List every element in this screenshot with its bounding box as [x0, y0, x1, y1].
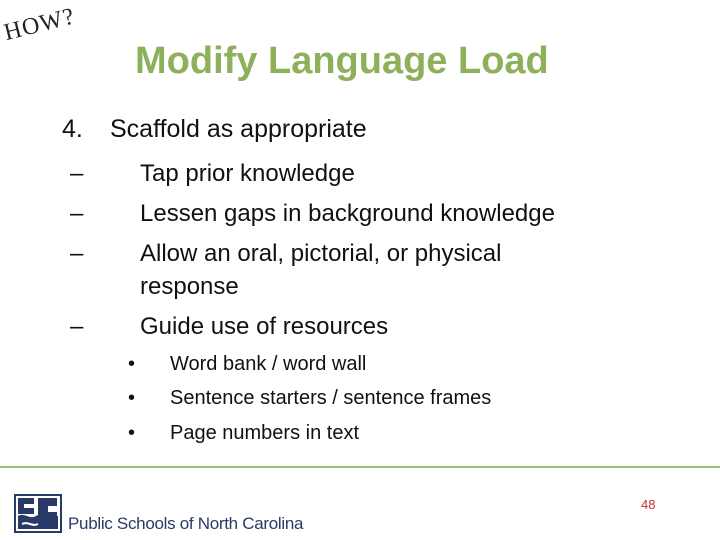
- organization-name: Public Schools of North Carolina: [68, 514, 304, 533]
- point-text: Scaffold as appropriate: [110, 115, 367, 143]
- bullet-text: Sentence starters / sentence frames: [170, 387, 492, 409]
- dash-marker: –: [70, 313, 84, 340]
- state-logo-icon: [14, 494, 64, 534]
- bullet-text: Page numbers in text: [170, 422, 359, 444]
- bullet-marker: •: [128, 353, 136, 375]
- main-point: [62, 115, 367, 144]
- how-label: HOW?: [1, 3, 78, 47]
- point-number: 4.: [62, 115, 83, 143]
- bullet-text: Word bank / word wall: [170, 353, 367, 375]
- slide-title: Modify Language Load: [135, 40, 549, 82]
- sub-item-text: Tap prior knowledge: [140, 160, 355, 187]
- page-number: 48: [641, 497, 656, 512]
- sub-item-text: Allow an oral, pictorial, or physical: [140, 240, 502, 267]
- bullet-marker: •: [128, 422, 136, 444]
- footer-divider: [0, 466, 720, 468]
- bullet-marker: •: [128, 387, 136, 409]
- dash-marker: –: [70, 240, 84, 267]
- sub-item-text: Lessen gaps in background knowledge: [140, 200, 555, 227]
- dash-marker: –: [70, 160, 84, 187]
- sub-item-text-continued: response: [140, 273, 239, 300]
- sub-item-text: Guide use of resources: [140, 313, 389, 340]
- dash-marker: –: [70, 200, 84, 227]
